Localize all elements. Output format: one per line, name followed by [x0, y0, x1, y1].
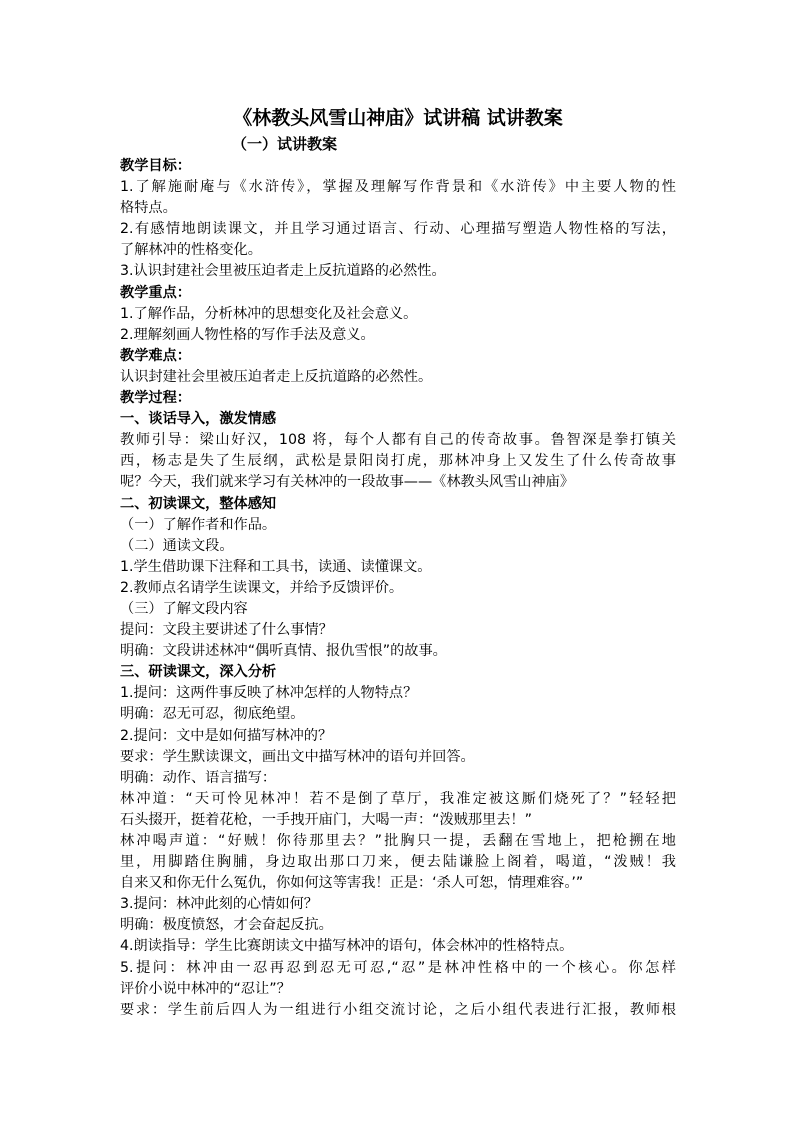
text-line: 1.了解施耐庵与《水浒传》，掌握及理解写作背景和《水浒传》中主要人物的性 [120, 179, 676, 196]
text-line: 2.教师点名请学生读课文，并给予反馈评价。 [120, 579, 404, 596]
section-heading: 教学目标： [120, 158, 191, 174]
text-line: 林冲喝声道：“好贼！你待那里去？”批胸只一提，丢翻在雪地上，把枪搠在地 [120, 833, 676, 849]
text-line: 1.了解作品，分析林冲的思想变化及社会意义。 [120, 305, 418, 322]
text-line: （二）通读文段。 [120, 537, 234, 554]
text-line: （一）了解作者和作品。 [120, 516, 277, 533]
text-line: 2.提问：文中是如何描写林冲的？ [120, 727, 333, 744]
section-heading: 教学重点： [120, 284, 191, 301]
text-line: 明确：文段讲述林冲“偶听真情、报仇雪恨”的故事。 [120, 643, 447, 660]
text-line: 3.提问：林冲此刻的心情如何？ [120, 896, 318, 913]
text-line: 明确：忍无可忍，彻底绝望。 [120, 706, 305, 723]
text-line: 自来又和你无什么冤仇，你如何这等害我！正是：‘杀人可恕，情理难容。’” [120, 875, 584, 892]
text-line: 5.提问：林冲由一忍再忍到忍无可忍,“忍”是林冲性格中的一个核心。你怎样 [120, 959, 676, 976]
section-heading: 三、研读课文，深入分析 [120, 664, 277, 681]
text-line: 要求：学生前后四人为一组进行小组交流讨论，之后小组代表进行汇报，教师根 [120, 1001, 676, 1018]
text-line: 提问：文段主要讲述了什么事情？ [120, 622, 333, 639]
text-line: 要求：学生默读课文，画出文中描写林冲的语句并回答。 [120, 748, 475, 765]
text-line: 3.认识封建社会里被压迫者走上反抗道路的必然性。 [120, 263, 446, 280]
document-body [120, 156, 676, 1021]
text-line: 林冲道：“天可怜见林冲！若不是倒了草厅，我准定被这厮们烧死了？”轻轻把 [120, 790, 676, 807]
text-line: 石头掇开，挺着花枪，一手拽开庙门，大喝一声：“泼贼那里去！” [120, 811, 532, 828]
text-line: 教师引导：梁山好汉，108 将，每个人都有自己的传奇故事。鲁智深是拳打镇关 [120, 432, 676, 449]
section-heading: 二、初读课文，整体感知 [120, 495, 277, 512]
text-line: 呢？今天，我们就来学习有关林冲的一段故事——《林教头风雪山神庙》 [120, 474, 575, 491]
text-line: 4.朗读指导：学生比赛朗读文中描写林冲的语句，体会林冲的性格特点。 [120, 938, 574, 955]
document-subtitle: （一）试讲教案 [232, 135, 338, 153]
text-line: 西，杨志是失了生辰纲，武松是景阳岗打虎，那林冲身上又发生了什么传奇故事 [120, 453, 676, 470]
text-line: 格特点。 [120, 200, 177, 217]
text-line: 1.学生借助课下注释和工具书，读通、读懂课文。 [120, 558, 432, 575]
section-heading: 教学过程： [120, 390, 191, 407]
text-line: 里，用脚踏住胸脯，身边取出那口刀来，便去陆谦脸上阁着，喝道，“泼贼！我 [120, 854, 676, 871]
section-heading: 教学难点： [120, 347, 191, 364]
document-title: 《林教头风雪山神庙》试讲稿 试讲教案 [233, 107, 563, 129]
text-line: 明确：极度愤怒，才会奋起反抗。 [120, 917, 333, 934]
document-page [120, 104, 676, 1021]
text-line: （三）了解文段内容 [120, 600, 248, 617]
section-heading: 一、谈话导入，激发情感 [120, 411, 277, 428]
text-line: 评价小说中林冲的“忍让”？ [120, 980, 291, 997]
text-line: 明确：动作、语言描写： [120, 769, 277, 786]
text-line: 认识封建社会里被压迫者走上反抗道路的必然性。 [120, 368, 433, 385]
text-line: 1.提问：这两件事反映了林冲怎样的人物特点？ [120, 685, 418, 702]
text-line: 2.理解刻画人物性格的写作手法及意义。 [120, 326, 375, 343]
text-line: 了解林冲的性格变化。 [120, 242, 262, 259]
text-line: 2.有感情地朗读课文，并且学习通过语言、行动、心理描写塑造人物性格的写法， [120, 221, 676, 238]
